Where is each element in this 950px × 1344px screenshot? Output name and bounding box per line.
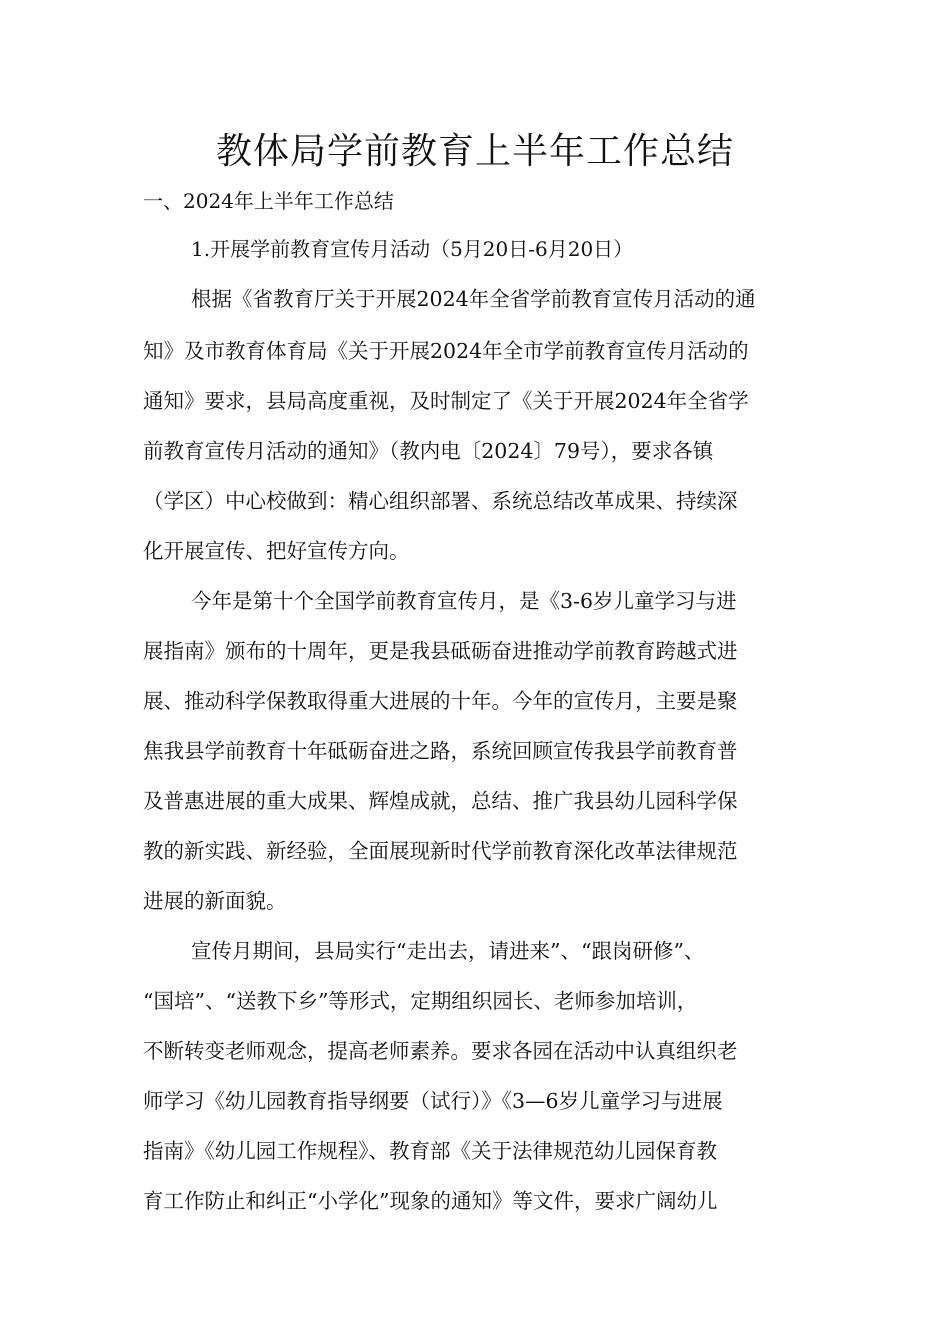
- paragraph-line: 教的新实践、新经验，全面展现新时代学前教育深化改革法律规范: [143, 839, 738, 863]
- paragraph-line: “国培”、“送教下乡”等形式，定期组织园长、老师参加培训，: [143, 989, 698, 1013]
- paragraph-line: 进展的新面貌。: [143, 889, 287, 913]
- paragraph-line: 育工作防止和纠正“小学化”现象的通知》等文件，要求广阔幼儿: [143, 1189, 718, 1213]
- paragraph-line: 指南》《幼儿园工作规程》、教育部《关于法律规范幼儿园保育教: [143, 1139, 717, 1163]
- section-heading: 一、2024年上半年工作总结: [143, 189, 394, 213]
- subheading: 1.开展学前教育宣传月活动（5月20日-6月20日）: [191, 237, 634, 261]
- paragraph-line: 知》及市教育体育局《关于开展2024年全市学前教育宣传月活动的: [143, 339, 749, 363]
- document-title: 教体局学前教育上半年工作总结: [215, 131, 734, 172]
- paragraph-line: 前教育宣传月活动的通知》（教内电〔2024〕79号），要求各镇: [143, 439, 714, 463]
- paragraph-line: 焦我县学前教育十年砥砺奋进之路，系统回顾宣传我县学前教育普: [143, 739, 738, 763]
- paragraph-line: 及普惠进展的重大成果、辉煌成就，总结、推广我县幼儿园科学保: [143, 789, 738, 813]
- paragraph-line: 今年是第十个全国学前教育宣传月，是《3-6岁儿童学习与进: [191, 589, 737, 613]
- paragraph-line: 宣传月期间，县局实行“走出去，请进来”、“跟岗研修”、: [191, 939, 705, 963]
- paragraph-line: 展指南》颁布的十周年，更是我县砥砺奋进推动学前教育跨越式进: [143, 639, 738, 663]
- paragraph-line: 不断转变老师观念，提高老师素养。要求各园在活动中认真组织老: [143, 1039, 738, 1063]
- paragraph-line: 通知》要求，县局高度重视，及时制定了《关于开展2024年全省学: [143, 389, 749, 413]
- paragraph-line: 师学习《幼儿园教育指导纲要（试行）》《3—6岁儿童学习与进展: [143, 1089, 723, 1113]
- paragraph-line: 展、推动科学保教取得重大进展的十年。今年的宣传月，主要是聚: [143, 689, 738, 713]
- paragraph-line: 化开展宣传、把好宣传方向。: [143, 539, 410, 563]
- paragraph-line: （学区）中心校做到：精心组织部署、系统总结改革成果、持续深: [143, 489, 738, 513]
- paragraph-line: 根据《省教育厅关于开展2024年全省学前教育宣传月活动的通: [191, 287, 756, 311]
